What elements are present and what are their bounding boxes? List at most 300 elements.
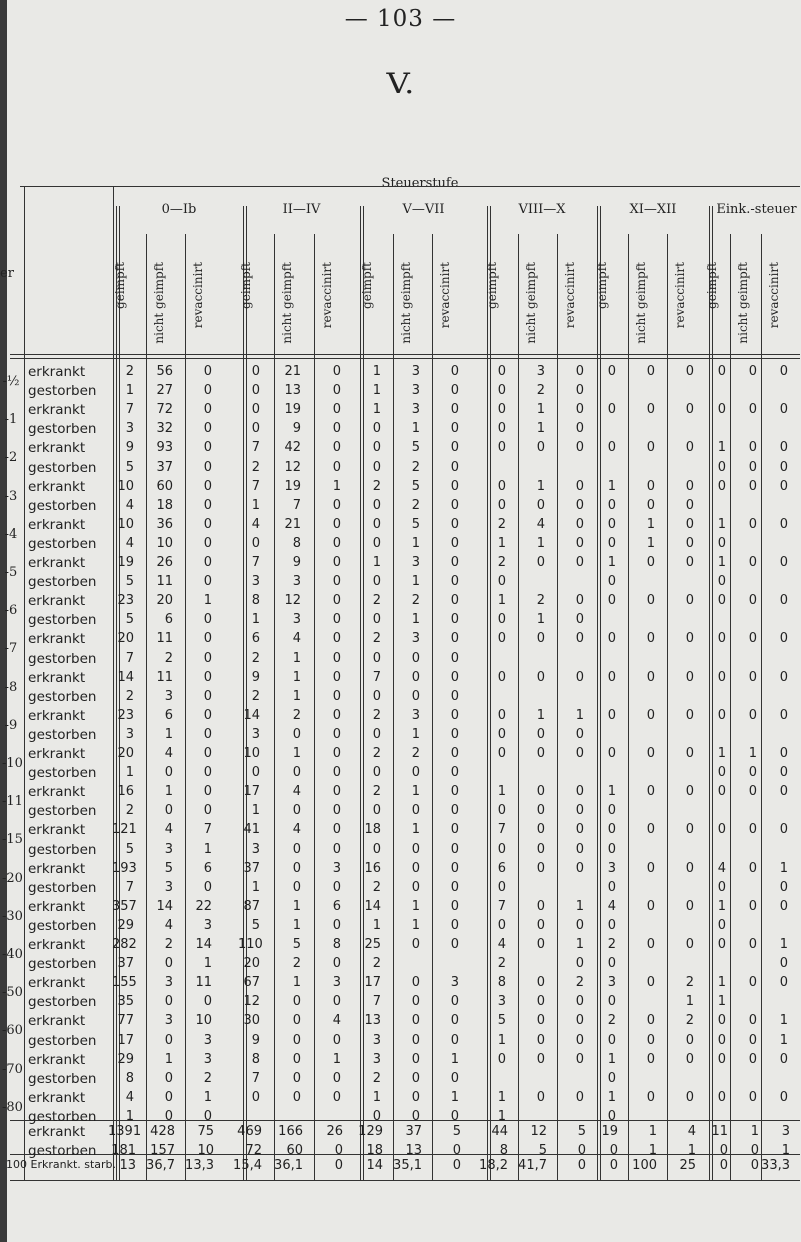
table-cell: 1 [164,1051,173,1067]
table-cell: 0 [372,516,381,532]
table-cell: 3 [332,860,341,876]
age-group-label: -6 [4,603,18,619]
table-cell: 0 [164,1032,173,1048]
table-cell: 0 [748,784,757,800]
table-cell: 12 [284,593,301,609]
subcolumn-label: geimpft [239,262,253,309]
table-cell: 1 [607,1051,616,1067]
table-cell: 0 [450,822,459,838]
table-cell: 0 [450,841,459,857]
table-cell: 0 [203,421,212,437]
table-cell: 0 [450,1070,459,1086]
table-cell: 0 [575,516,584,532]
table-cell: 4 [292,822,301,838]
table-cell: 0 [497,497,506,513]
table-cell: 1 [411,421,420,437]
table-cell: 0 [203,574,212,590]
table-cell: 17 [117,1032,134,1048]
table-cell: 0 [748,364,757,379]
subcolumn-label: geimpft [485,262,499,309]
totals-status-label: gestorben [28,1143,97,1160]
table-cell: 2 [292,707,301,723]
table-cell: 12 [243,994,260,1010]
table-cell: 0 [575,822,584,838]
table-cell: 0 [748,937,757,952]
table-cell: 1 [372,402,381,418]
totals-cell: 19 [601,1124,618,1139]
table-cell: 1 [251,497,260,513]
table-cell: 2 [372,1070,381,1086]
table-cell: 0 [607,631,616,647]
table-cell: 0 [748,1051,757,1067]
table-cell: 2 [125,803,134,819]
table-cell: 0 [251,364,260,379]
table-cell: 0 [779,631,788,647]
table-cell: 0 [450,535,459,551]
totals-cell: 181 [111,1143,136,1159]
table-cell: 0 [748,402,757,418]
table-cell: 0 [536,669,545,685]
table-cell: 1 [575,898,584,914]
table-cell: 0 [450,364,459,379]
table-cell: 7 [372,669,381,685]
footer-label: 100 Erkrankt. starb. [6,1158,117,1171]
table-cell: 4 [125,1089,134,1105]
table-cell: 41 [243,822,260,838]
table-cell: 0 [646,669,655,685]
status-label: erkrankt [28,975,86,992]
table-cell: 8 [251,1051,260,1067]
age-group-label: -80 [2,1099,23,1115]
status-label: gestorben [28,917,97,934]
totals-cell: 13 [405,1143,422,1159]
table-cell: 0 [717,535,726,551]
table-cell: 67 [243,975,260,991]
table-cell: 1 [292,650,301,666]
table-cell: 0 [497,364,506,379]
table-cell: 0 [607,1070,616,1086]
table-cell: 0 [536,784,545,800]
subcolumn-label: nicht geimpft [399,262,413,344]
age-group-label: -5 [4,565,18,580]
table-cell: 0 [203,478,212,494]
steuerstufe-heading: Steuerstufe [381,176,459,191]
table-cell: 6 [497,860,506,876]
table-cell: 0 [607,497,616,513]
table-cell: 0 [450,707,459,723]
subcolumn-rule [667,234,668,1180]
table-cell: 3 [292,612,301,628]
table-cell: 0 [203,879,212,895]
table-cell: 0 [450,688,459,704]
table-cell: 3 [164,688,173,704]
table-cell: 1 [575,937,584,952]
table-cell: 0 [646,478,655,494]
age-group-label: -30 [2,908,23,924]
table-cell: 0 [536,1051,545,1067]
table-cell: 0 [607,994,616,1010]
table-cell: 0 [575,497,584,513]
table-cell: 0 [450,574,459,590]
table-cell: 7 [125,650,134,666]
totals-cell: 1 [648,1124,657,1139]
table-cell: 0 [536,746,545,761]
page-number: — 103 — [344,6,457,32]
table-cell: 0 [607,516,616,532]
table-cell: 0 [685,746,694,761]
table-cell: 0 [685,784,694,800]
table-cell: 0 [717,669,726,685]
subcolumn-label: revaccinirt [438,262,452,329]
table-cell: 14 [243,707,260,723]
table-cell: 0 [203,631,212,647]
table-cell: 4 [164,822,173,838]
table-cell: 3 [607,860,616,876]
table-cell: 1 [536,421,545,437]
totals-cell: 1391 [108,1124,142,1139]
table-cell: 9 [125,440,134,456]
status-label: gestorben [28,612,97,629]
table-cell: 1 [411,898,420,914]
table-cell: 0 [717,879,726,895]
table-cell: 1 [292,975,301,991]
table-cell: 14 [195,937,212,952]
status-label: erkrankt [28,860,86,877]
table-cell: 2 [372,784,381,800]
status-label: gestorben [28,383,97,400]
table-cell: 0 [292,879,301,895]
table-cell: 1 [203,593,212,609]
table-cell: 0 [411,669,420,685]
table-cell: 0 [748,593,757,609]
table-cell: 2 [372,956,381,972]
subcolumn-label: revaccinirt [673,262,687,329]
table-cell: 11 [156,669,173,685]
table-cell: 0 [536,822,545,838]
table-cell: 9 [292,421,301,437]
table-cell: 0 [779,478,788,494]
subcolumn-rule [432,234,433,1180]
table-cell: 4 [251,516,260,532]
subcolumn-label: revaccinirt [320,262,334,329]
table-cell: 0 [575,1051,584,1067]
table-cell: 0 [536,1032,545,1048]
table-cell: 0 [332,879,341,895]
table-cell: 87 [243,898,260,914]
age-group-label: -9 [4,717,18,733]
status-label: erkrankt [28,555,86,571]
subcolumn-label: nicht geimpft [736,262,750,344]
footer-cell: 0 [609,1158,618,1173]
table-cell: 36 [156,516,173,532]
footer-cell: 36,7 [146,1158,175,1173]
status-label: erkrankt [28,364,86,380]
table-cell: 0 [332,707,341,723]
table-cell: 0 [575,917,584,933]
table-cell: 0 [607,956,616,972]
table-cell: 0 [251,402,260,418]
table-cell: 0 [575,726,584,742]
table-cell: 1 [497,784,506,800]
table-cell: 0 [372,688,381,704]
totals-cell: 157 [150,1143,175,1159]
table-cell: 3 [251,841,260,857]
table-cell: 2 [497,956,506,972]
table-cell: 1 [497,1089,506,1105]
table-cell: 0 [411,1070,420,1086]
group-heading-0: 0—Ib [161,202,197,217]
table-cell: 0 [497,440,506,456]
table-cell: 0 [332,497,341,513]
table-cell: 0 [717,822,726,838]
age-group-label: -½ [2,374,20,389]
table-cell: 8 [125,1070,134,1086]
table-cell: 6 [251,631,260,647]
table-cell: 0 [450,879,459,895]
table-cell: 0 [497,383,506,399]
table-cell: 0 [575,478,584,494]
table-cell: 1 [607,1089,616,1105]
table-cell: 0 [164,1070,173,1086]
subcolumn-rule [518,234,519,1180]
table-cell: 0 [332,555,341,570]
table-cell: 4 [125,497,134,513]
group-heading-2: V—VII [402,202,445,217]
table-cell: 7 [251,440,260,456]
table-cell: 4 [332,1013,341,1029]
table-cell: 1 [497,1108,506,1124]
table-cell: 3 [332,975,341,991]
table-cell: 0 [450,1108,459,1124]
table-cell: 0 [536,860,545,876]
table-cell: 0 [332,383,341,399]
status-label: gestorben [28,459,97,476]
table-cell: 0 [292,1032,301,1048]
table-cell: 19 [117,555,134,570]
table-cell: 0 [717,593,726,609]
table-cell: 0 [575,1013,584,1029]
table-cell: 2 [536,593,545,609]
table-cell: 0 [411,650,420,666]
table-cell: 1 [450,1089,459,1105]
table-cell: 1 [779,860,788,876]
table-cell: 0 [685,535,694,551]
table-cell: 9 [292,555,301,570]
table-cell: 1 [717,994,726,1010]
table-cell: 0 [450,516,459,532]
header-rule [10,354,800,355]
table-cell: 0 [497,669,506,685]
table-cell: 1 [717,516,726,532]
table-cell: 0 [203,364,212,379]
table-cell: 10 [117,516,134,532]
table-cell: 10 [243,746,260,761]
table-cell: 155 [112,975,137,991]
subcolumn-rule [314,234,315,1180]
table-cell: 0 [332,669,341,685]
table-cell: 2 [411,746,420,761]
table-cell: 0 [497,402,506,418]
table-cell: 6 [164,612,173,628]
table-cell: 0 [779,707,788,723]
table-cell: 7 [203,822,212,838]
table-cell: 0 [497,1051,506,1067]
table-cell: 1 [251,879,260,895]
table-cell: 0 [717,364,726,379]
table-cell: 0 [203,402,212,418]
table-cell: 21 [284,516,301,532]
age-group-label: -40 [2,947,23,962]
status-label: gestorben [28,879,97,896]
table-top-rule [20,186,800,187]
table-cell: 0 [497,726,506,742]
table-cell: 0 [372,1108,381,1124]
table-cell: 0 [646,746,655,761]
table-cell: 1 [292,917,301,933]
table-cell: 0 [779,516,788,532]
subcolumn-label: revaccinirt [767,262,781,329]
table-cell: 29 [117,1051,134,1067]
table-cell: 2 [372,707,381,723]
totals-cell: 60 [286,1143,303,1159]
table-cell: 0 [251,421,260,437]
table-cell: 0 [748,669,757,685]
table-cell: 13 [284,383,301,399]
status-label: gestorben [28,574,97,591]
table-cell: 0 [411,1051,420,1067]
table-cell: 5 [125,459,134,475]
table-cell: 0 [717,784,726,800]
table-cell: 1 [779,937,788,952]
table-cell: 0 [607,669,616,685]
table-cell: 0 [646,822,655,838]
table-cell: 0 [450,612,459,628]
table-cell: 0 [646,784,655,800]
footer-cell: 33,3 [761,1158,790,1173]
table-cell: 0 [411,1108,420,1124]
table-cell: 0 [748,860,757,876]
table-cell: 0 [450,402,459,418]
group-heading-3: VIII—X [518,202,566,217]
table-cell: 0 [203,555,212,570]
table-cell: 0 [251,383,260,399]
table-cell: 0 [575,612,584,628]
table-cell: 0 [646,707,655,723]
table-cell: 0 [164,765,173,781]
table-cell: 72 [156,402,173,418]
table-cell: 0 [748,440,757,456]
table-cell: 1 [607,555,616,570]
totals-cell: 1 [750,1124,759,1139]
table-cell: 2 [411,497,420,513]
table-cell: 3 [164,879,173,895]
subcolumn-rule [185,234,186,1180]
table-cell: 7 [251,1070,260,1086]
totals-cell: 44 [491,1124,508,1139]
table-cell: 0 [575,555,584,570]
table-cell: 0 [685,1051,694,1067]
table-cell: 0 [372,459,381,475]
table-cell: 0 [332,1089,341,1105]
table-cell: 0 [748,1089,757,1105]
table-cell: 5 [164,860,173,876]
table-cell: 5 [292,937,301,952]
group-heading-5: Eink.-steuer [716,202,797,217]
table-cell: 1 [497,593,506,609]
footer-cell: 0 [750,1158,759,1173]
table-cell: 10 [156,535,173,551]
table-cell: 20 [117,746,134,761]
table-cell: 1 [332,478,341,494]
table-cell: 0 [607,574,616,590]
table-cell: 0 [717,631,726,647]
table-cell: 8 [292,535,301,551]
footer-cell: 0 [719,1158,728,1173]
table-cell: 0 [203,707,212,723]
table-cell: 0 [748,516,757,532]
subcolumn-rule [393,234,394,1180]
table-cell: 0 [450,917,459,933]
table-cell: 0 [251,1089,260,1105]
table-cell: 0 [575,956,584,972]
status-label: gestorben [28,535,97,552]
table-cell: 0 [717,1013,726,1029]
table-cell: 0 [685,898,694,914]
table-cell: 0 [607,841,616,857]
table-cell: 1 [411,726,420,742]
table-cell: 1 [251,803,260,819]
totals-cell: 26 [326,1124,343,1139]
table-cell: 0 [450,555,459,570]
table-cell: 0 [164,1108,173,1124]
table-cell: 0 [717,1089,726,1105]
table-cell: 20 [156,593,173,609]
table-cell: 4 [164,917,173,933]
table-cell: 3 [450,975,459,991]
table-cell: 1 [164,784,173,800]
table-cell: 0 [372,497,381,513]
table-cell: 0 [575,669,584,685]
table-cell: 0 [292,994,301,1010]
table-cell: 5 [251,917,260,933]
table-cell: 7 [125,402,134,418]
table-cell: 42 [284,440,301,456]
group-heading-4: XI—XII [629,202,677,217]
table-cell: 0 [292,1013,301,1029]
table-cell: 7 [372,994,381,1010]
table-cell: 0 [203,650,212,666]
table-cell: 0 [779,956,788,972]
table-cell: 1 [646,535,655,551]
table-cell: 0 [575,803,584,819]
table-cell: 1 [536,612,545,628]
status-label: erkrankt [28,1089,86,1106]
table-cell: 29 [117,917,134,933]
table-cell: 3 [372,1032,381,1048]
table-cell: 0 [203,669,212,685]
table-cell: 3 [164,841,173,857]
totals-cell: 37 [405,1124,422,1139]
table-cell: 32 [156,421,173,437]
table-cell: 10 [195,1013,212,1029]
table-cell: 0 [536,917,545,933]
table-cell: 0 [685,555,694,570]
table-cell: 0 [332,994,341,1010]
table-cell: 0 [779,746,788,761]
totals-cell: 1 [648,1143,657,1159]
table-cell: 1 [203,956,212,972]
table-cell: 0 [203,497,212,513]
